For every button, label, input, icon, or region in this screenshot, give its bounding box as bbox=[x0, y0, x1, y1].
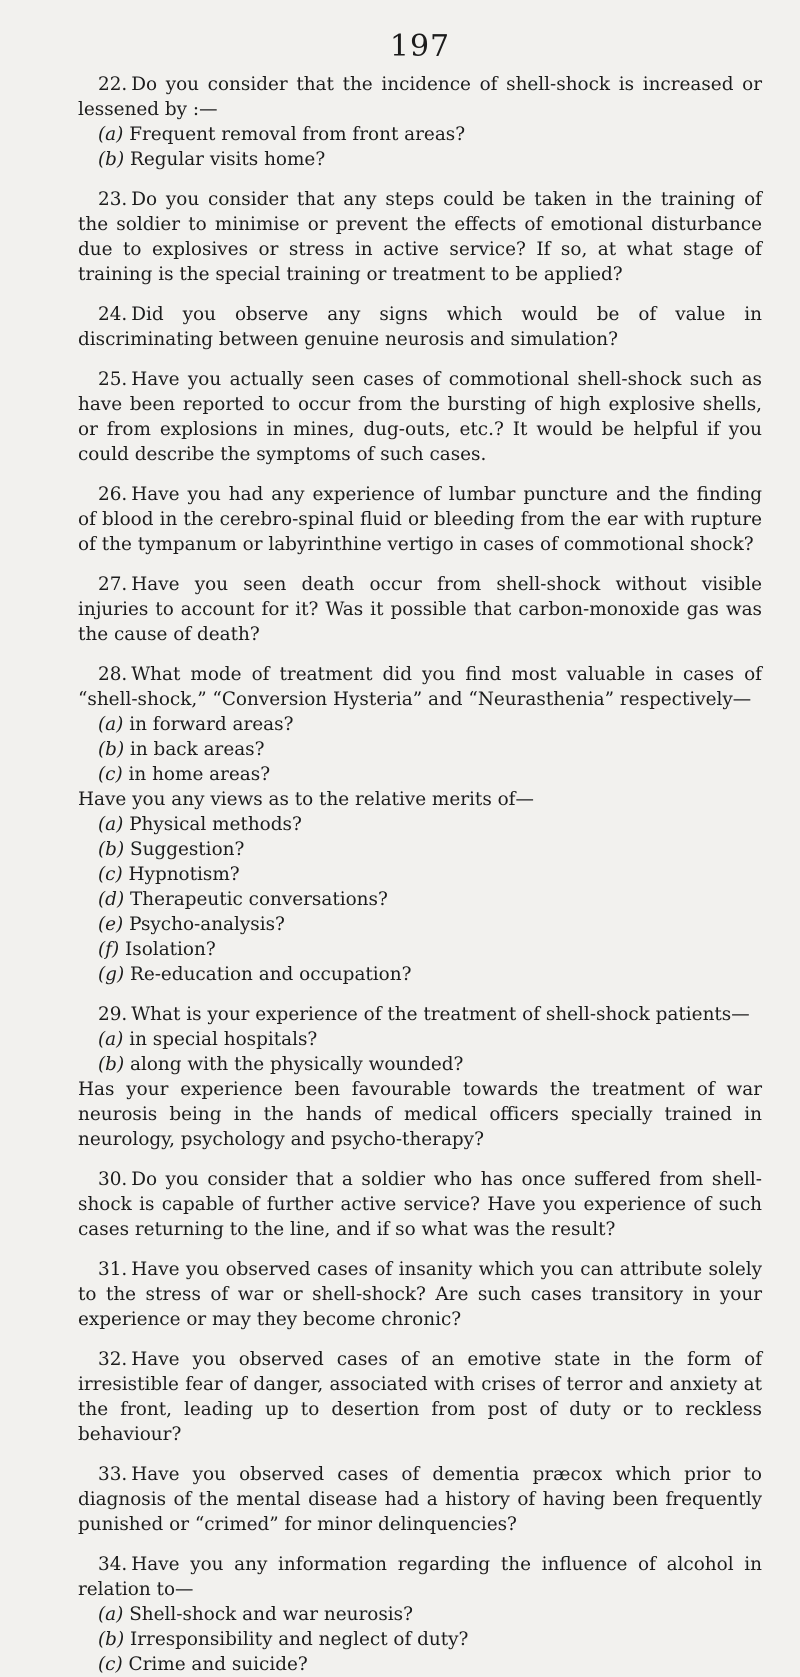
question-number: 24. bbox=[98, 304, 128, 325]
question-text: What is your experience of the treatment of shell-shock patients— bbox=[131, 1004, 750, 1025]
question-23 bbox=[78, 187, 762, 287]
sub-item bbox=[98, 1052, 762, 1077]
question-25 bbox=[78, 367, 762, 467]
sub-item bbox=[98, 1627, 762, 1652]
question-24 bbox=[78, 302, 762, 352]
sub-item bbox=[98, 1652, 762, 1677]
question-number: 27. bbox=[98, 574, 128, 595]
question-number: 30. bbox=[98, 1169, 128, 1190]
question-28 bbox=[78, 662, 762, 712]
sub-label: (b) bbox=[98, 839, 125, 860]
sub-label: (b) bbox=[98, 1054, 125, 1075]
question-32 bbox=[78, 1347, 762, 1447]
sub-text: in forward areas? bbox=[129, 714, 294, 735]
sub-label: (g) bbox=[98, 964, 125, 985]
sub-item bbox=[98, 912, 762, 937]
question-text: Have you had any experience of lumbar puncture and the finding of blood in the cerebro-spinal fluid or bleeding from the ear with rupture of the tympanum or labyrinthine vertigo in cases of commotional shock? bbox=[78, 484, 762, 555]
sub-text: Shell-shock and war neurosis? bbox=[129, 1604, 413, 1625]
question-text: Have you observed cases of insanity which you can attribute solely to the stress of war or shell-shock? Are such cases transitory in your experience or may they become chronic? bbox=[78, 1259, 762, 1330]
question-number: 34. bbox=[98, 1554, 128, 1575]
question-27 bbox=[78, 572, 762, 647]
sub-item bbox=[98, 122, 762, 147]
sub-label: (e) bbox=[98, 914, 124, 935]
question-number: 23. bbox=[98, 189, 128, 210]
sub-item bbox=[98, 1602, 762, 1627]
sub-label: (a) bbox=[98, 714, 124, 735]
question-number: 26. bbox=[98, 484, 128, 505]
sub-text: in special hospitals? bbox=[129, 1029, 318, 1050]
sub-item bbox=[98, 887, 762, 912]
page-number: 197 bbox=[389, 29, 451, 64]
question-number: 29. bbox=[98, 1004, 128, 1025]
followup-text: Have you any views as to the relative merits of— bbox=[78, 789, 534, 810]
question-text: Have you observed cases of an emotive state in the form of irresistible fear of danger, associated with crises of terror and anxiety at the front, leading up to desertion from post of duty or to reckless behaviour? bbox=[78, 1349, 762, 1445]
sub-text: Suggestion? bbox=[129, 839, 245, 860]
sub-item bbox=[98, 762, 762, 787]
question-text: Did you observe any signs which would be of value in discriminating between genuine neurosis and simulation? bbox=[78, 304, 762, 350]
question-text: Have you seen death occur from shell-shock without visible injuries to account for it? Was it possible that carbon-monoxide gas was the cause of death? bbox=[78, 574, 762, 645]
sub-item bbox=[98, 712, 762, 737]
sub-label: (a) bbox=[98, 814, 124, 835]
question-22 bbox=[78, 72, 762, 122]
sub-text: along with the physically wounded? bbox=[129, 1054, 464, 1075]
followup-text: Has your experience been favourable towards the treatment of war neurosis being in the hands of medical officers specially trained in neurology, psychology and psycho-therapy? bbox=[78, 1079, 762, 1150]
sub-text: Irresponsibility and neglect of duty? bbox=[129, 1629, 469, 1650]
sub-label: (a) bbox=[98, 1604, 124, 1625]
sub-label: (a) bbox=[98, 124, 124, 145]
question-26 bbox=[78, 482, 762, 557]
question-text: Do you consider that any steps could be taken in the training of the soldier to minimise or prevent the effects of emotional disturbance due to explosives or stress in active service? If so, at what stage of training is the special training or treatment to be applied? bbox=[78, 189, 762, 285]
sub-item bbox=[98, 1027, 762, 1052]
sub-item bbox=[98, 862, 762, 887]
sub-text: in back areas? bbox=[129, 739, 265, 760]
sub-item bbox=[98, 737, 762, 762]
sub-text: Physical methods? bbox=[129, 814, 302, 835]
question-text: Do you consider that the incidence of shell-shock is increased or lessened by :— bbox=[78, 74, 762, 120]
sub-label: (f) bbox=[98, 939, 120, 960]
question-number: 32. bbox=[98, 1349, 128, 1370]
question-number: 22. bbox=[98, 74, 128, 95]
sub-text: Therapeutic conversations? bbox=[129, 889, 388, 910]
sub-label: (c) bbox=[98, 864, 123, 885]
sub-text: Hypnotism? bbox=[128, 864, 240, 885]
question-30 bbox=[78, 1167, 762, 1242]
question-number: 28. bbox=[98, 664, 128, 685]
sub-label: (b) bbox=[98, 149, 125, 170]
question-number: 25. bbox=[98, 369, 128, 390]
sub-text: Re-education and occupation? bbox=[129, 964, 412, 985]
sub-item bbox=[98, 147, 762, 172]
sub-text: Crime and suicide? bbox=[128, 1654, 308, 1675]
sub-text: Frequent removal from front areas? bbox=[129, 124, 466, 145]
sub-item bbox=[98, 837, 762, 862]
question-text: Do you consider that a soldier who has once suffered from shell-shock is capable of further active service? Have you experience of such cases returning to the line, and if so what was the result? bbox=[78, 1169, 762, 1240]
sub-item bbox=[98, 812, 762, 837]
question-text: Have you observed cases of dementia præcox which prior to diagnosis of the mental disease had a history of having been frequently punished or “crimed” for minor delinquencies? bbox=[78, 1464, 762, 1535]
sub-label: (c) bbox=[98, 1654, 123, 1675]
sub-text: Isolation? bbox=[125, 939, 216, 960]
sub-label: (a) bbox=[98, 1029, 124, 1050]
question-29 bbox=[78, 1002, 762, 1027]
question-33 bbox=[78, 1462, 762, 1537]
sub-item bbox=[98, 937, 762, 962]
sub-item bbox=[98, 962, 762, 987]
question-text: What mode of treatment did you find most valuable in cases of “shell-shock,” “Conversion Hysteria” and “Neurasthenia” respectively— bbox=[78, 664, 762, 710]
question-34 bbox=[78, 1552, 762, 1602]
sub-text: Psycho-analysis? bbox=[129, 914, 285, 935]
sub-text: Regular visits home? bbox=[129, 149, 326, 170]
sub-label: (b) bbox=[98, 1629, 125, 1650]
sub-label: (b) bbox=[98, 739, 125, 760]
question-number: 31. bbox=[98, 1259, 128, 1280]
sub-label: (d) bbox=[98, 889, 125, 910]
question-number: 33. bbox=[98, 1464, 128, 1485]
question-text: Have you actually seen cases of commotional shell-shock such as have been reported to occur from the bursting of high explosive shells, or from explosions in mines, dug-outs, etc.? It would be helpful if you could describe the symptoms of such cases. bbox=[78, 369, 762, 465]
question-text: Have you any information regarding the influence of alcohol in relation to— bbox=[78, 1554, 762, 1600]
sub-label: (c) bbox=[98, 764, 123, 785]
question-31 bbox=[78, 1257, 762, 1332]
sub-text: in home areas? bbox=[128, 764, 271, 785]
